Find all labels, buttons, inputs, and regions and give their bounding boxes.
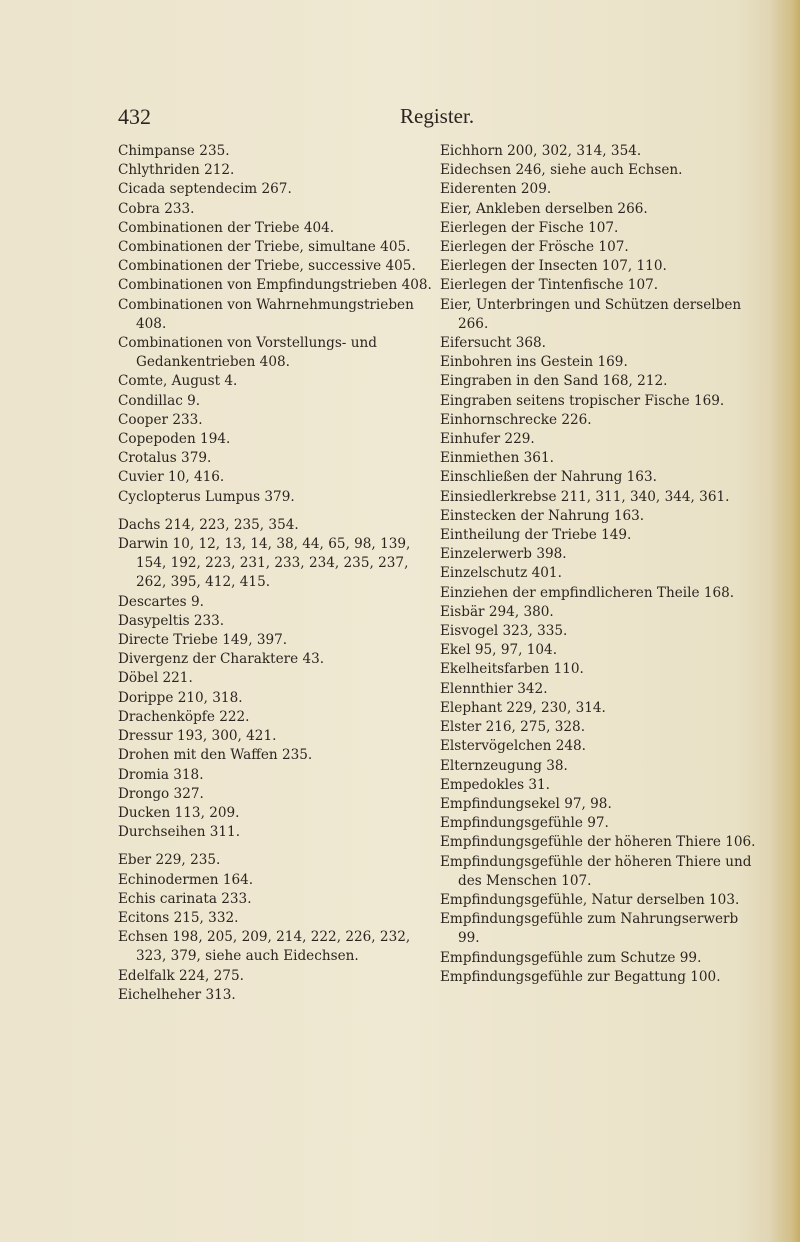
- index-entry: Empfindungsgefühle der höheren Thiere und des Menschen 107.: [440, 853, 752, 889]
- index-entry: Dachs 214, 223, 235, 354.: [118, 516, 299, 533]
- index-entry: Drongo 327.: [118, 785, 204, 802]
- index-entry: Elephant 229, 230, 314.: [440, 699, 606, 716]
- index-entry: Einbohren ins Gestein 169.: [440, 354, 628, 371]
- index-entry: Eingraben in den Sand 168, 212.: [440, 373, 668, 390]
- index-entry: Empfindungsgefühle zum Nahrungserwerb 99.: [440, 911, 739, 947]
- index-entry: Eisbär 294, 380.: [440, 603, 554, 620]
- index-entry: Eierlegen der Frösche 107.: [440, 239, 629, 256]
- index-entry: Echinodermen 164.: [118, 871, 254, 888]
- index-entry: Einhufer 229.: [440, 431, 535, 448]
- index-entry: Einmiethen 361.: [440, 450, 554, 467]
- index-entry: Elennthier 342.: [440, 680, 548, 697]
- index-entry: Combinationen der Triebe 404.: [118, 219, 335, 236]
- index-entry: Elstervögelchen 248.: [440, 738, 586, 755]
- index-entry: Echsen 198, 205, 209, 214, 222, 226, 232, 323, 379, siehe auch Eidechsen.: [118, 929, 411, 965]
- index-entry: Eidechsen 246, siehe auch Echsen.: [440, 162, 683, 179]
- index-entry: Chimpanse 235.: [118, 143, 230, 159]
- index-entry: Empfindungsekel 97, 98.: [440, 795, 612, 812]
- index-entry: Eifersucht 368.: [440, 335, 546, 352]
- index-entry: Einziehen der empfindlicheren Theile 168.: [440, 584, 735, 601]
- index-entry: Comte, August 4.: [118, 373, 238, 390]
- index-entry: Directe Triebe 149, 397.: [118, 632, 288, 649]
- index-entry: Cyclopterus Lumpus 379.: [118, 488, 295, 505]
- index-entry: Ecitons 215, 332.: [118, 909, 239, 926]
- index-entry: Eier, Unterbringen und Schützen derselben 266.: [440, 296, 742, 332]
- index-entry: Eingraben seitens tropischer Fische 169.: [440, 392, 725, 409]
- index-entry: Cooper 233.: [118, 411, 203, 428]
- running-head-title: Register.: [400, 104, 475, 128]
- index-entry: Einstecken der Nahrung 163.: [440, 507, 645, 524]
- index-entry: Eber 229, 235.: [118, 852, 221, 869]
- index-entry: Einzelerwerb 398.: [440, 546, 567, 563]
- index-entry: Edelfalk 224, 275.: [118, 967, 244, 984]
- index-entry: Combinationen der Triebe, simultane 405.: [118, 239, 411, 256]
- index-entry: Dorippe 210, 318.: [118, 689, 243, 706]
- index-entry: Eierlegen der Fische 107.: [440, 219, 619, 236]
- index-entry: Elster 216, 275, 328.: [440, 719, 586, 736]
- index-entry: Empedokles 31.: [440, 776, 550, 793]
- index-entry: Chlythriden 212.: [118, 162, 235, 179]
- index-entry: Empfindungsgefühle, Natur derselben 103.: [440, 891, 740, 908]
- index-entry: Ekel 95, 97, 104.: [440, 642, 558, 659]
- index-entry: Eintheilung der Triebe 149.: [440, 527, 632, 544]
- index-entry: Divergenz der Charaktere 43.: [118, 651, 325, 668]
- index-entry: Cobra 233.: [118, 200, 195, 217]
- index-entry: Einzelschutz 401.: [440, 565, 562, 582]
- index-entry: Eierlegen der Insecten 107, 110.: [440, 258, 667, 275]
- index-entry: Drohen mit den Waffen 235.: [118, 747, 313, 764]
- index-entry: Elternzeugung 38.: [440, 757, 568, 774]
- index-entry: Darwin 10, 12, 13, 14, 38, 44, 65, 98, 139, 154, 192, 223, 231, 233, 234, 235, 237, 262, 395, 412, 415.: [118, 536, 411, 591]
- index-entry: Eierlegen der Tintenfische 107.: [440, 277, 659, 294]
- index-entry: Einschließen der Nahrung 163.: [440, 469, 657, 486]
- page-number: 432: [118, 104, 151, 129]
- index-entry: Eiderenten 209.: [440, 181, 552, 198]
- index-entry: Empfindungsgefühle 97.: [440, 815, 609, 832]
- index-entry: Cuvier 10, 416.: [118, 469, 225, 486]
- index-entry: Combinationen von Empfindungstrieben 408.: [118, 277, 432, 294]
- page-edge-shadow: [770, 0, 800, 1242]
- index-entry: Crotalus 379.: [118, 450, 212, 467]
- index-entry: Combinationen der Triebe, successive 405.: [118, 258, 416, 275]
- index-entry: Echis carinata 233.: [118, 890, 252, 907]
- index-entry: Eisvogel 323, 335.: [440, 623, 568, 640]
- index-entry: Combinationen von Wahrnehmungstrieben 408.: [118, 296, 414, 332]
- index-entry: Döbel 221.: [118, 670, 193, 687]
- index-entry: Cicada septendecim 267.: [118, 181, 292, 198]
- index-entry: Dressur 193, 300, 421.: [118, 728, 277, 745]
- index-column-right: [440, 142, 760, 987]
- index-entry: Empfindungsgefühle der höheren Thiere 106.: [440, 834, 756, 851]
- index-column-left: [118, 142, 438, 1005]
- index-entry: Combinationen von Vorstellungs- und Gedankentrieben 408.: [118, 335, 377, 371]
- index-entry: Dromia 318.: [118, 766, 204, 783]
- index-entry: Einhornschrecke 226.: [440, 411, 592, 428]
- index-entry: Copepoden 194.: [118, 431, 231, 448]
- index-entry: Condillac 9.: [118, 392, 201, 409]
- index-entry: Empfindungsgefühle zur Begattung 100.: [440, 968, 721, 985]
- index-entry: Einsiedlerkrebse 211, 311, 340, 344, 361.: [440, 488, 730, 505]
- index-entry: Eichhorn 200, 302, 314, 354.: [440, 143, 642, 159]
- index-entry: Eichelheher 313.: [118, 986, 236, 1003]
- index-entry: Empfindungsgefühle zum Schutze 99.: [440, 949, 702, 966]
- index-entry: Dasypeltis 233.: [118, 612, 225, 629]
- index-entry: Ducken 113, 209.: [118, 804, 240, 821]
- index-entry: Durchseihen 311.: [118, 824, 241, 841]
- index-entry: Descartes 9.: [118, 593, 204, 610]
- index-entry: Eier, Ankleben derselben 266.: [440, 200, 648, 217]
- index-entry: Ekelheitsfarben 110.: [440, 661, 584, 678]
- index-entry: Drachenköpfe 222.: [118, 708, 250, 725]
